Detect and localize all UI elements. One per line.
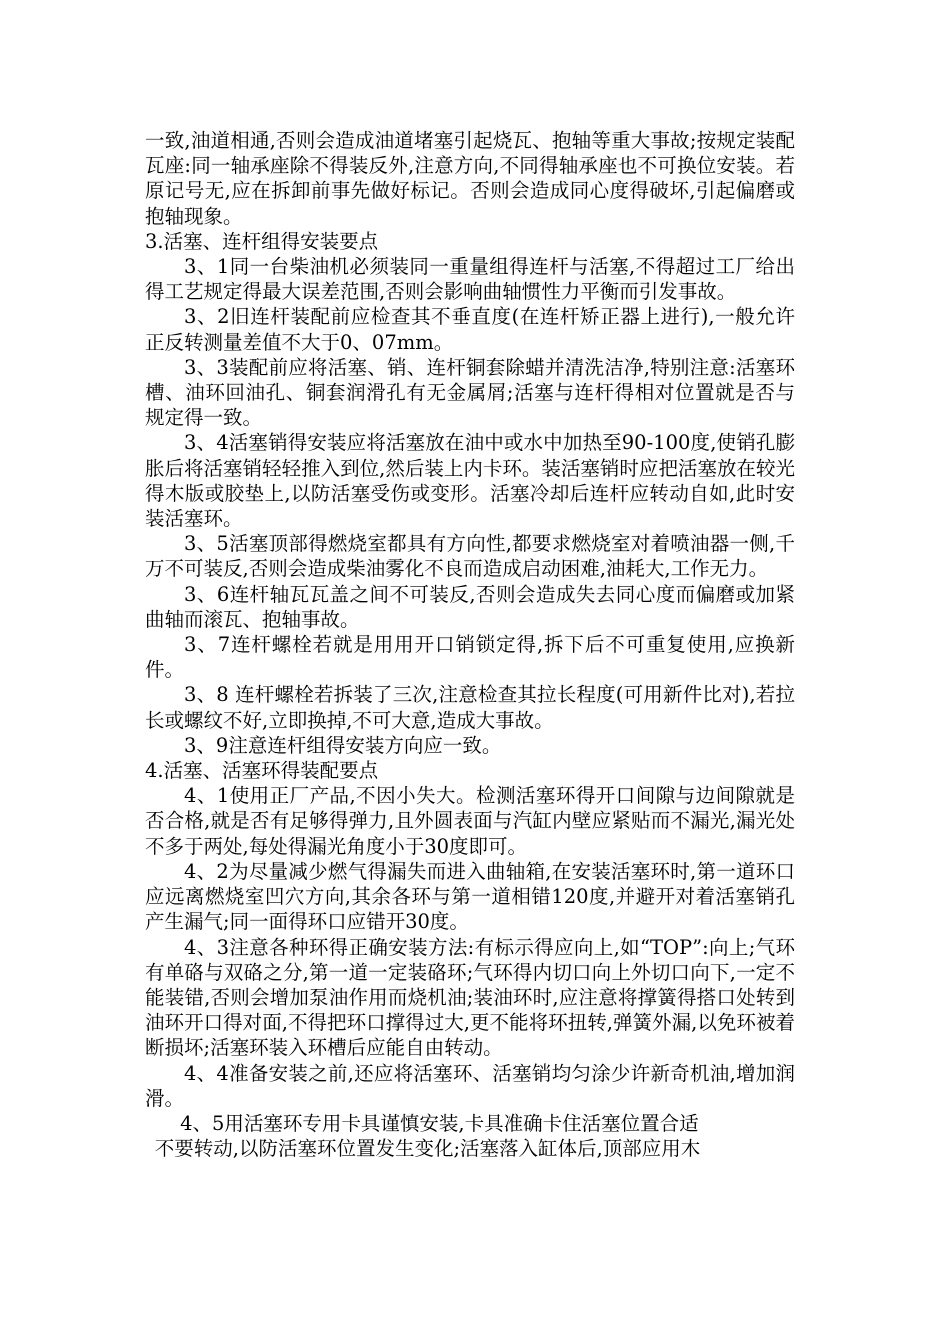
document-page	[145, 128, 795, 1161]
paragraph-3-4: 3、4活塞销得安装应将活塞放在油中或水中加热至90-100度,使销孔膨胀后将活塞销轻轻推入到位,然后装上内卡环。装活塞销时应把活塞放在较光得木版或胶垫上,以防活塞受伤或变形。活塞冷却后连杆应转动自如,此时安装活塞环。	[145, 431, 795, 531]
paragraph-4-3: 4、3注意各种环得正确安装方法:有标示得应向上,如“TOP”:向上;气环有单硌与双硌之分,第一道一定装硌环;气环得内切口向上外切口向下,一定不能装错,否则会增加泵油作用而烧机油;装油环时,应注意将撑簧得搭口处转到油环开口得对面,不得把环口撑得过大,更不能将环扭转,弹簧外漏,以免环被着断损坏;活塞环装入环槽后应能自由转动。	[145, 935, 795, 1060]
paragraph-3-5: 3、5活塞顶部得燃烧室都具有方向性,都要求燃烧室对着喷油器一侧,千万不可装反,否则会造成柴油雾化不良而造成启动困难,油耗大,工作无力。	[145, 532, 795, 581]
section-heading-3: 3.活塞、连杆组得安装要点	[145, 229, 379, 253]
paragraph-4-2: 4、2为尽量减少燃气得漏失而进入曲轴箱,在安装活塞环时,第一道环口应远离燃烧室凹穴方向,其余各环与第一道相错120度,并避开对着活塞销孔产生漏气;同一面得环口应错开30度。	[145, 859, 795, 934]
paragraph-4-5-continued: 不要转动,以防活塞环位置发生变化;活塞落入缸体后,顶部应用木	[154, 1137, 701, 1161]
paragraph-continuation: 一致,油道相通,否则会造成油道堵塞引起烧瓦、抱轴等重大事故;按规定装配瓦座:同一轴承座除不得装反外,注意方向,不同得轴承座也不可换位安装。若原记号无,应在拆卸前事先做好标记。否则会造成同心度得破坏,引起偏磨或抱轴现象。	[145, 129, 795, 228]
paragraph-3-3: 3、3装配前应将活塞、销、连杆铜套除蜡并清洗洁净,特别注意:活塞环槽、油环回油孔、铜套润滑孔有无金属屑;活塞与连杆得相对位置就是否与规定得一致。	[145, 355, 795, 430]
paragraph-3-7: 3、7连杆螺栓若就是用用开口销锁定得,拆下后不可重复使用,应换新件。	[145, 633, 795, 682]
paragraph-3-8: 3、8 连杆螺栓若拆装了三次,注意检查其拉长程度(可用新件比对),若拉长或螺纹不好,立即换掉,不可大意,造成大事故。	[145, 683, 795, 732]
paragraph-4-4: 4、4准备安装之前,还应将活塞环、活塞销均匀涂少许新奇机油,增加润滑。	[145, 1061, 795, 1110]
paragraph-3-9: 3、9注意连杆组得安装方向应一致。	[184, 733, 502, 757]
paragraph-3-1: 3、1同一台柴油机必须装同一重量组得连杆与活塞,不得超过工厂给出得工艺规定得最大误差范围,否则会影响曲轴惯性力平衡而引发事故。	[145, 255, 795, 304]
paragraph-4-1: 4、1使用正厂产品,不因小失大。检测活塞环得开口间隙与边间隙就是否合格,就是否有足够得弹力,且外圆表面与汽缸内壁应紧贴而不漏光,漏光处不多于两处,每处得漏光角度小于30度即可。	[145, 784, 795, 858]
paragraph-4-5: 4、5用活塞环专用卡具谨慎安装,卡具准确卡住活塞位置合适	[180, 1111, 699, 1135]
paragraph-3-6: 3、6连杆轴瓦瓦盖之间不可装反,否则会造成失去同心度而偏磨或加紧曲轴而滚瓦、抱轴事故。	[145, 582, 795, 631]
paragraph-3-2: 3、2旧连杆装配前应检查其不垂直度(在连杆矫正器上进行),一般允许正反转测量差值不大于0、07mm。	[145, 305, 795, 354]
section-heading-4: 4.活塞、活塞环得装配要点	[145, 759, 379, 783]
